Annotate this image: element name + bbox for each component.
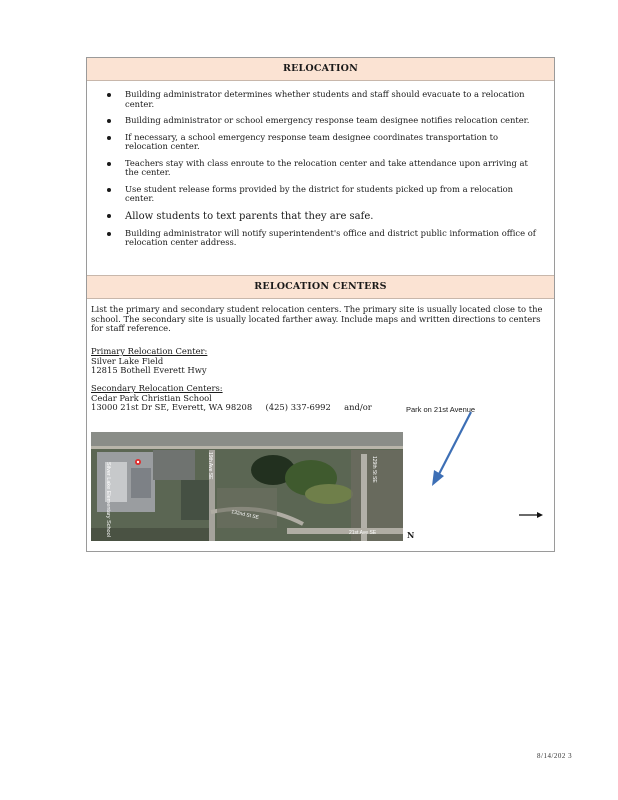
bullet-text: Use student release forms provided by the district for students picked up from a relocation center.	[125, 183, 514, 203]
primary-center-label: Primary Relocation Center:	[91, 346, 208, 356]
bullet-icon	[107, 162, 111, 166]
primary-center-address: 12815 Bothell Everett Hwy	[91, 365, 207, 376]
blue-arrow-icon	[427, 410, 477, 490]
bullet-text: Building administrator or school emergency response team designee notifies relocation center.	[125, 115, 530, 125]
bullet-text: Building administrator determines whether students and staff should evacuate to a relocation center.	[125, 89, 525, 109]
primary-center-name: Silver Lake Field	[91, 355, 164, 366]
list-item	[103, 133, 543, 152]
bullet-icon	[107, 119, 111, 123]
arrow-right-icon	[518, 510, 544, 520]
list-item	[103, 159, 543, 178]
map-street-label: 129th St SE	[371, 456, 377, 483]
relocation-header: RELOCATION	[87, 58, 554, 81]
map-school-label: Silver Lake Elementary School	[105, 462, 111, 537]
centers-intro-text: List the primary and secondary student relocation centers. The primary site is usually located close to the school. The secondary site is usually located farther away. Include maps and written directions to centers for staff reference.	[91, 304, 543, 334]
footer-date: 8/14/202 3	[537, 752, 573, 760]
secondary-center-address: 13000 21st Dr SE, Everett, WA 98208 (425) 337-6992 and/or	[91, 402, 372, 413]
park-note: Park on 21st Avenue	[406, 405, 476, 414]
bullet-text: Teachers stay with class enroute to the relocation center and take attendance upon arriving at the center.	[125, 157, 528, 177]
map-street-label: 19th Ave SE	[207, 452, 213, 480]
primary-center-block	[91, 347, 207, 376]
aerial-map-image	[91, 432, 403, 541]
bullet-icon	[107, 136, 111, 140]
list-item	[103, 185, 543, 204]
list-item	[103, 229, 543, 248]
map-street-label: 21st Ave SE	[349, 530, 377, 536]
map-street-label: 132nd St SE	[230, 509, 260, 521]
aerial-map-graphic	[91, 432, 403, 541]
bullet-text: Allow students to text parents that they are safe.	[125, 210, 374, 222]
bullet-text: If necessary, a school emergency response team designee coordinates transportation to relocation center.	[125, 131, 499, 151]
bullet-icon	[107, 232, 111, 236]
list-item	[103, 90, 543, 109]
secondary-center-label: Secondary Relocation Centers:	[91, 383, 223, 393]
north-label: N	[407, 530, 415, 540]
list-item	[103, 116, 543, 126]
secondary-center-block	[91, 384, 372, 413]
bullet-text: Building administrator will notify superintendent's office and district public information office of relocation center address.	[125, 227, 536, 247]
document-frame	[86, 57, 555, 552]
list-item	[103, 211, 543, 222]
relocation-bullet-list	[103, 90, 543, 255]
relocation-centers-header: RELOCATION CENTERS	[87, 275, 554, 299]
bullet-icon	[107, 214, 111, 218]
secondary-center-name: Cedar Park Christian School	[91, 392, 212, 403]
bullet-icon	[107, 188, 111, 192]
bullet-icon	[107, 93, 111, 97]
